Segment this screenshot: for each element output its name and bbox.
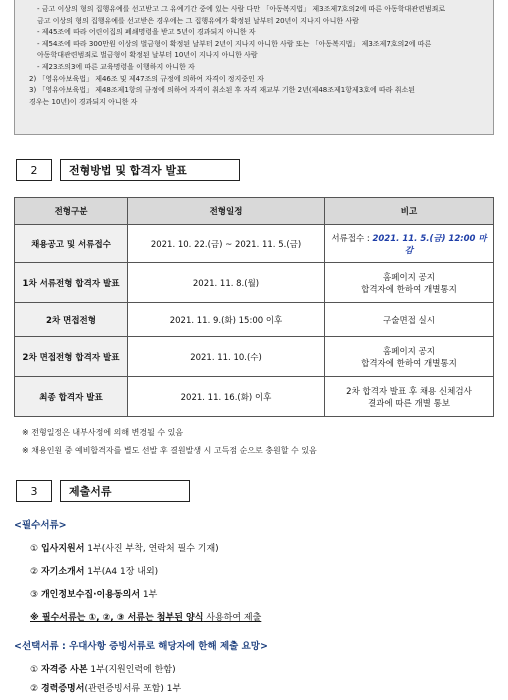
note-text-2: 합격자에 한하여 개별통지 <box>361 358 457 369</box>
date-cell: 2021. 11. 16.(화) 이후 <box>128 377 325 417</box>
schedule-table <box>14 197 494 417</box>
table-row <box>15 303 494 337</box>
date-cell: 2021. 11. 10.(수) <box>128 337 325 377</box>
note-text: 홈페이지 공지 <box>383 346 435 357</box>
note-line: 아동학대관련범죄로 벌금형이 확정된 날부터 10년이 지나지 아니한 사람 <box>37 51 258 60</box>
note-cell <box>325 263 494 303</box>
item-desc: 1부(A4 1장 내외) <box>84 567 159 577</box>
item-name: 자기소개서 <box>40 567 85 577</box>
table-row <box>15 263 494 303</box>
required-heading: <필수서류> <box>14 520 67 531</box>
note-cell <box>325 225 494 263</box>
item-mark: ③ <box>30 590 39 600</box>
item-name: 개인정보수집·이용동의서 <box>40 590 141 600</box>
item-desc: 1부 <box>140 590 158 600</box>
stage-cell: 1차 서류전형 합격자 발표 <box>15 263 128 303</box>
note-cell: 구술면접 실시 <box>325 303 494 337</box>
note-text-2: 합격자에 한하여 개별통지 <box>361 284 457 295</box>
stage-cell: 2차 면접전형 합격자 발표 <box>15 337 128 377</box>
list-item <box>14 564 261 577</box>
section-number: 3 <box>16 480 52 502</box>
note-line: 2) 「영유아보육법」 제46조 및 제47조의 규정에 의하여 자격이 정지중인 자 <box>29 74 264 83</box>
note-text-2: 결과에 따른 개별 통보 <box>367 398 450 409</box>
note-line: - 제54조에 따라 300만원 이상의 벌금형이 확정된 날부터 2년이 지나지 아니한 사람 또는 「아동복지법」 제3조제7호의2에 따른 <box>37 39 432 48</box>
eligibility-notes-box <box>14 0 494 135</box>
note-line: - 제45조에 따라 어린이집의 폐쇄명령을 받고 5년이 경과되지 아니한 자 <box>37 28 256 37</box>
item-mark: ② <box>30 684 39 694</box>
item-desc: (관련증빙서류 포함) 1부 <box>84 684 182 694</box>
schedule-note: ※ 채용인원 중 예비합격자를 별도 선발 후 결원발생 시 고득점 순으로 충원할 수 있음 <box>22 446 317 455</box>
table-row <box>15 377 494 417</box>
date-cell: 2021. 10. 22.(금) ~ 2021. 11. 5.(금) <box>128 225 325 263</box>
list-item <box>14 662 268 675</box>
schedule-note: ※ 전형일정은 내부사정에 의해 변경될 수 있음 <box>22 428 184 437</box>
section-header-2 <box>16 159 240 181</box>
stage-cell: 채용공고 및 서류접수 <box>15 225 128 263</box>
item-name: 입사지원서 <box>40 544 85 554</box>
stage-cell: 최종 합격자 발표 <box>15 377 128 417</box>
date-cell: 2021. 11. 8.(월) <box>128 263 325 303</box>
item-name: 자격증 사본 <box>40 665 88 675</box>
section-title: 전형방법 및 합격자 발표 <box>60 159 240 181</box>
note-cell <box>325 337 494 377</box>
list-item <box>14 541 261 554</box>
note-text: 서류접수 : <box>331 233 373 244</box>
item-mark: ② <box>30 567 39 577</box>
note-text: 홈페이지 공지 <box>383 272 435 283</box>
date-cell: 2021. 11. 9.(화) 15:00 이후 <box>128 303 325 337</box>
required-note-bold: ※ 필수서류는 ①, ②, ③ 서류는 첨부된 양식 <box>30 613 204 623</box>
required-documents <box>14 517 261 623</box>
item-mark: ① <box>30 665 39 675</box>
note-cell <box>325 377 494 417</box>
column-header: 비고 <box>325 198 494 225</box>
required-note <box>14 610 261 623</box>
item-mark: ① <box>30 544 39 554</box>
optional-heading: <선택서류 : 우대사항 증빙서류로 해당자에 한해 제출 요망> <box>14 641 268 652</box>
table-row <box>15 225 494 263</box>
table-header-row <box>15 198 494 225</box>
note-line: - 금고 이상의 형의 집행유예를 선고받고 그 유예기간 중에 있는 사람 다만 「아동복지법」 제3조제7호의2에 따른 아동학대관련범죄로 <box>37 5 446 13</box>
item-desc: 1부(사진 부착, 연락처 필수 기재) <box>84 544 219 554</box>
note-line: 경우는 10년)이 경과되지 아니한 자 <box>29 97 138 106</box>
column-header: 전형구분 <box>15 198 128 225</box>
item-name: 경력증명서 <box>40 684 85 694</box>
section-title: 제출서류 <box>60 480 190 502</box>
section-number: 2 <box>16 159 52 181</box>
column-header: 전형일정 <box>128 198 325 225</box>
note-line: - 제23조의3에 따른 교육명령을 이행하지 아니한 자 <box>37 62 195 71</box>
list-item <box>14 681 268 694</box>
stage-cell: 2차 면접전형 <box>15 303 128 337</box>
optional-documents <box>14 638 268 694</box>
table-row <box>15 337 494 377</box>
list-item <box>14 587 261 600</box>
item-desc: 1부(지원인력에 한함) <box>87 665 176 675</box>
deadline-text: 2021. 11. 5.(금) 12:00 마감 <box>372 233 487 256</box>
note-text: 2차 합격자 발표 후 채용 신체검사 <box>346 386 472 397</box>
required-note-rest: 사용하여 제출 <box>203 613 262 623</box>
note-line: 3) 「영유아보육법」 제48조제1항의 규정에 의하여 자격이 취소된 후 자격 재교부 기한 2년(제48조제1항제3호에 따라 취소된 <box>29 86 415 95</box>
note-line: 금고 이상의 형의 집행유예를 선고받은 경우에는 그 집행유예가 확정된 날부터 20년이 지나지 아니한 사람 <box>37 16 359 25</box>
section-header-3 <box>16 480 190 502</box>
